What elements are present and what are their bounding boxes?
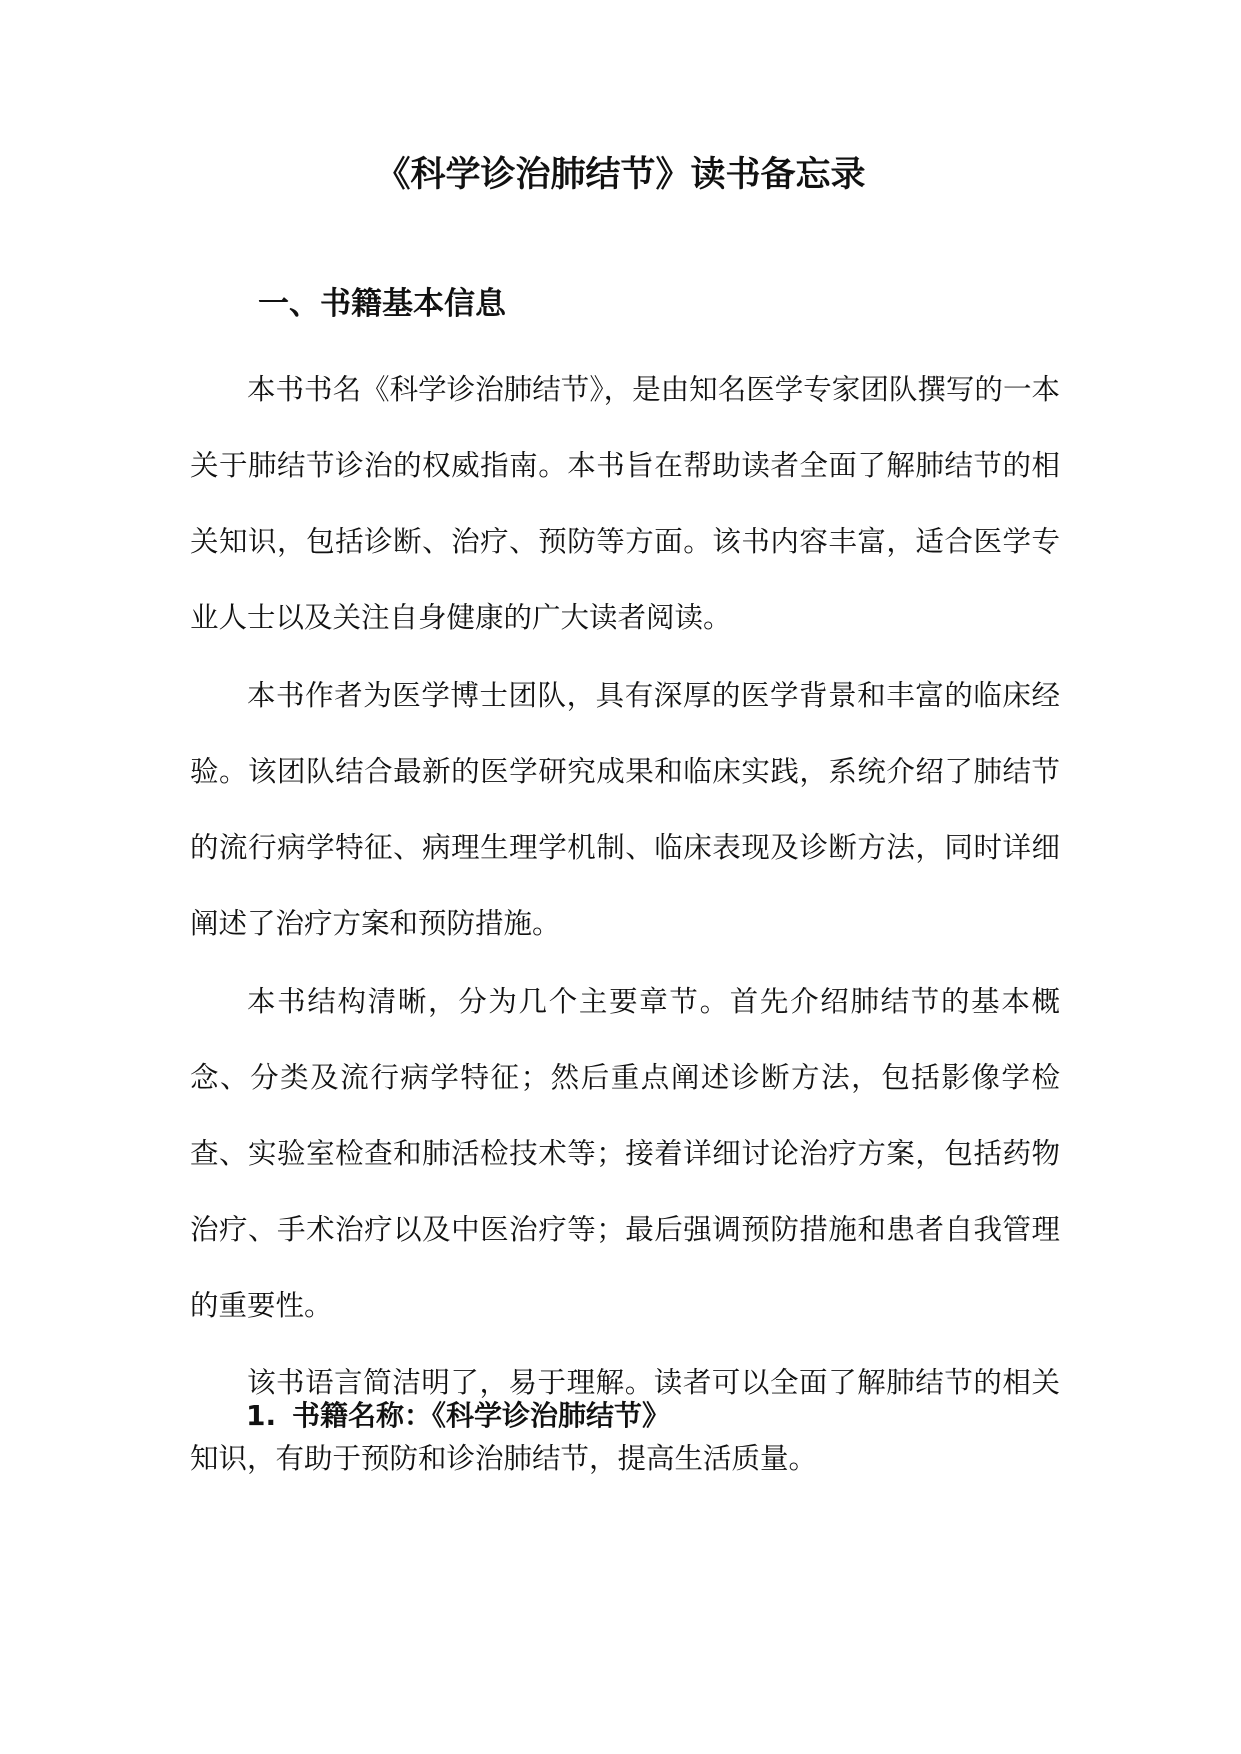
paragraph-summary: 该书语言简洁明了，易于理解。读者可以全面了解肺结节的相关知识，有助于预防和诊治肺结节，提高生活质量。: [190, 1366, 1060, 1475]
paragraph-authors: 本书作者为医学博士团队，具有深厚的医学背景和丰富的临床经验。该团队结合最新的医学研究成果和临床实践，系统介绍了肺结节的流行病学特征、病理生理学机制、临床表现及诊断方法，同时详细阐述了治疗方案和预防措施。: [190, 679, 1060, 940]
list-item-book-name: [246, 1392, 670, 1440]
paragraph-book-intro: 本书书名《科学诊治肺结节》，是由知名医学专家团队撰写的一本关于肺结节诊治的权威指南。本书旨在帮助读者全面了解肺结节的相关知识，包括诊断、治疗、预防等方面。该书内容丰富，适合医学专业人士以及关注自身健康的广大读者阅读。: [190, 373, 1060, 634]
page-title: 《科学诊治肺结节》读书备忘录: [375, 155, 866, 195]
list-item-number: 1.: [246, 1399, 277, 1432]
section-heading: 一、书籍基本信息: [258, 286, 506, 322]
list-item-text: 书籍名称：《科学诊治肺结节》: [292, 1399, 671, 1432]
paragraph-structure: 本书结构清晰，分为几个主要章节。首先介绍肺结节的基本概念、分类及流行病学特征；然后重点阐述诊断方法，包括影像学检查、实验室检查和肺活检技术等；接着详细讨论治疗方案，包括药物治疗、手术治疗以及中医治疗等；最后强调预防措施和患者自我管理的重要性。: [190, 985, 1060, 1322]
